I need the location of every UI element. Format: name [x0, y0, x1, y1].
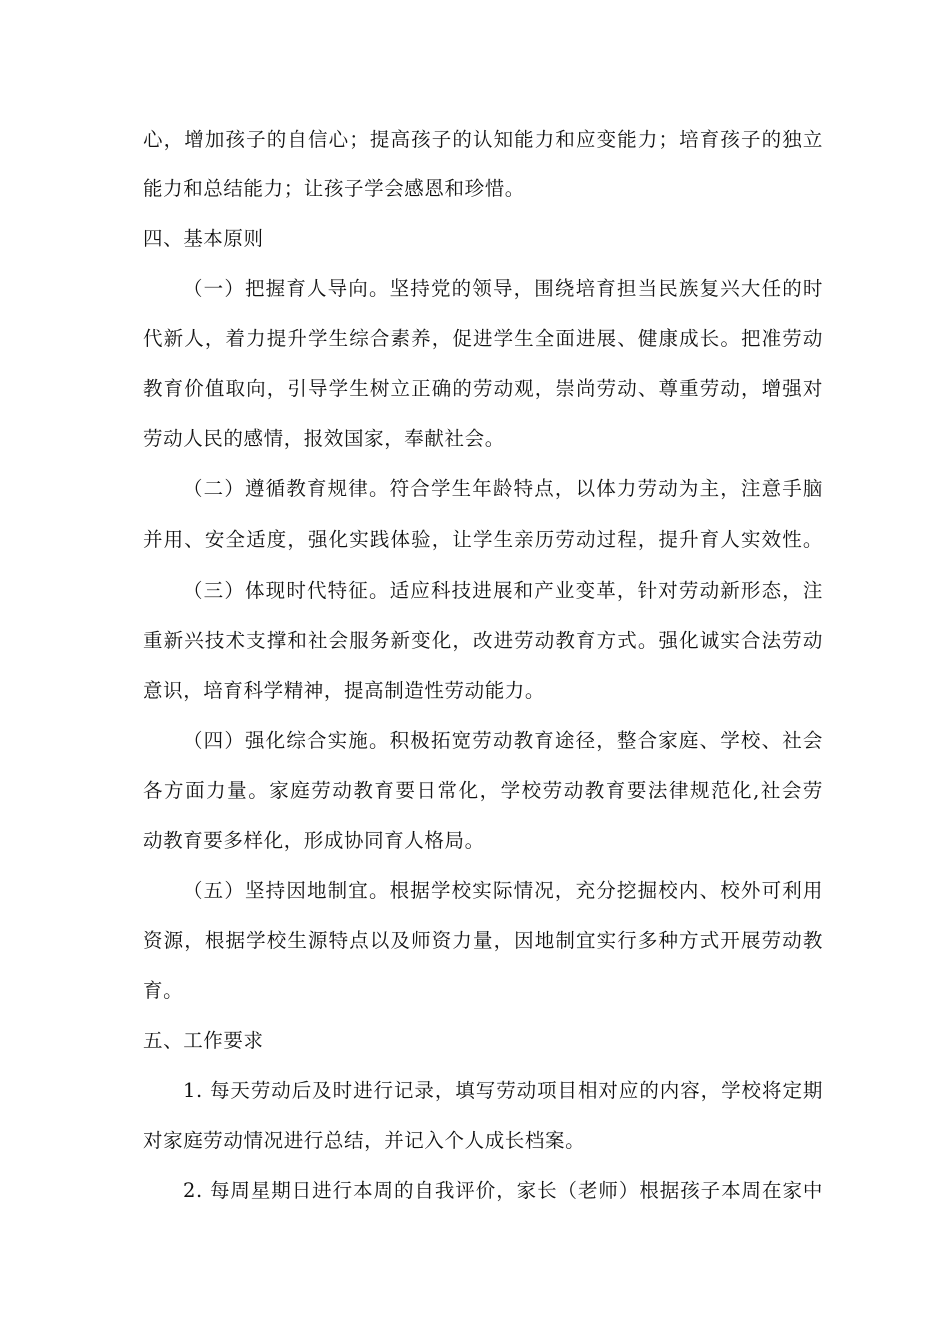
text-line: 动教育要多样化，形成协同育人格局。	[143, 829, 485, 852]
text-line: 代新人，着力提升学生综合素养，促进学生全面进展、健康成长。把准劳动	[143, 327, 823, 350]
text-line: （二）遵循教育规律。符合学生年龄特点，以体力劳动为主，注意手脑	[183, 477, 823, 500]
text-line: 2. 每周星期日进行本周的自我评价，家长（老师）根据孩子本周在家中	[183, 1179, 823, 1202]
text-line: 1. 每天劳动后及时进行记录，填写劳动项目相对应的内容，学校将定期	[183, 1079, 823, 1102]
text-line: （一）把握育人导向。坚持党的领导，围绕培育担当民族复兴大任的时	[183, 277, 823, 300]
text-line: （五）坚持因地制宜。根据学校实际情况，充分挖掘校内、校外可利用	[183, 879, 823, 902]
text-line: 意识，培育科学精神，提高制造性劳动能力。	[143, 679, 546, 702]
text-line: 资源，根据学校生源特点以及师资力量，因地制宜实行多种方式开展劳动教	[143, 929, 823, 952]
text-line: 对家庭劳动情况进行总结，并记入个人成长档案。	[143, 1129, 586, 1152]
section-heading: 四、基本原则	[143, 227, 264, 250]
text-line: 育。	[143, 979, 184, 1002]
text-line: 心，增加孩子的自信心；提高孩子的认知能力和应变能力；培育孩子的独立	[143, 128, 823, 151]
text-line: 重新兴技术支撑和社会服务新变化，改进劳动教育方式。强化诚实合法劳动	[143, 629, 823, 652]
text-line: （四）强化综合实施。积极拓宽劳动教育途径，整合家庭、学校、社会	[183, 729, 823, 752]
text-line: （三）体现时代特征。适应科技进展和产业变革，针对劳动新形态，注	[183, 579, 823, 602]
text-line: 各方面力量。家庭劳动教育要日常化，学校劳动教育要法律规范化,社会劳	[143, 779, 823, 802]
text-line: 并用、安全适度，强化实践体验，让学生亲历劳动过程，提升育人实效性。	[143, 528, 823, 551]
text-line: 劳动人民的感情，报效国家，奉献社会。	[143, 427, 505, 450]
text-line: 能力和总结能力；让孩子学会感恩和珍惜。	[143, 177, 525, 200]
section-heading: 五、工作要求	[143, 1029, 264, 1052]
text-line: 教育价值取向，引导学生树立正确的劳动观，崇尚劳动、尊重劳动，增强对	[143, 377, 823, 400]
